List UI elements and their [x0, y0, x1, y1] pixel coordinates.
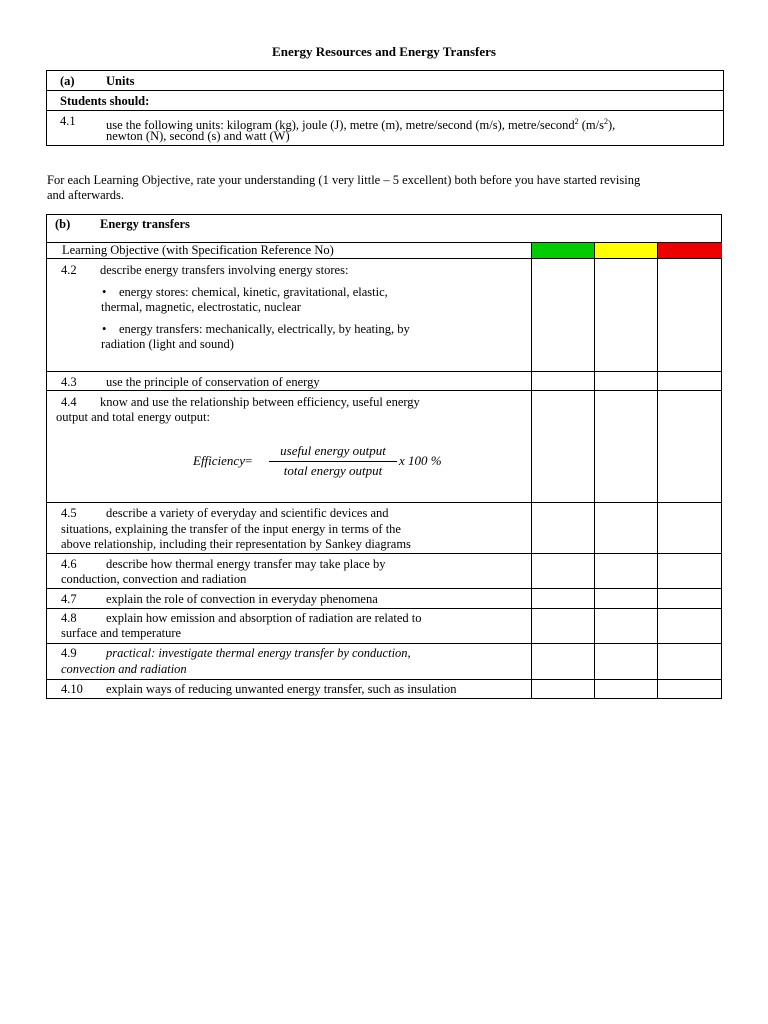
objective-text: above relationship, including their representation by Sankey diagrams: [61, 537, 411, 551]
document-title: Energy Resources and Energy Transfers: [272, 44, 496, 59]
objective-number: 4.2: [61, 263, 77, 277]
objective-text: explain how emission and absorption of radiation are related to: [106, 611, 422, 625]
instruction-line1: For each Learning Objective, rate your understanding (1 very little – 5 excellent) both before you have started revising: [47, 173, 641, 187]
divider: [47, 258, 721, 259]
units-text-line1: use the following units: kilogram (kg), joule (J), metre (m), metre/second (m/s), metre/second$^2$ $(m/s^2)$,: [106, 117, 616, 133]
objective-text: convection and radiation: [61, 662, 187, 676]
column-divider: [657, 242, 658, 698]
column-divider: [594, 242, 595, 698]
section-label: (b): [55, 217, 71, 231]
objective-number: 4.6: [61, 557, 77, 571]
units-table: [46, 70, 724, 146]
rating-green-swatch: [532, 243, 594, 258]
section-subheading: Students should:: [60, 94, 150, 108]
column-header: Learning Objective (with Specification Reference No): [62, 243, 334, 257]
bullet-text: radiation (light and sound): [101, 337, 234, 351]
objective-number: 4.4: [61, 395, 77, 409]
objective-text: practical: investigate thermal energy transfer by conduction,: [106, 646, 411, 660]
section-label: (a): [60, 74, 75, 88]
bullet-text: energy transfers: mechanically, electrically, by heating, by: [119, 322, 410, 336]
objective-text: describe how thermal energy transfer may take place by: [106, 557, 386, 571]
objective-text: situations, explaining the transfer of the input energy in terms of the: [61, 522, 401, 536]
objective-number: 4.5: [61, 506, 77, 520]
section-heading: Energy transfers: [100, 217, 190, 231]
bullet-icon: •: [102, 285, 107, 299]
rating-red-swatch: [658, 243, 722, 258]
divider: [47, 502, 721, 503]
objective-text: conduction, convection and radiation: [61, 572, 247, 586]
divider: [47, 110, 723, 111]
divider: [47, 553, 721, 554]
energy-transfers-table: [46, 214, 722, 699]
objective-number: 4.7: [61, 592, 77, 606]
divider: [47, 371, 721, 372]
objective-text: explain ways of reducing unwanted energy transfer, such as insulation: [106, 682, 457, 696]
instruction-line2: and afterwards.: [47, 188, 125, 202]
objective-text: use the principle of conservation of energy: [106, 375, 320, 389]
bullet-text: energy stores: chemical, kinetic, gravitational, elastic,: [119, 285, 388, 299]
divider: [47, 679, 721, 680]
formula-rhs: x 100 %: [399, 453, 442, 468]
objective-text: know and use the relationship between efficiency, useful energy: [100, 395, 420, 409]
divider: [47, 390, 721, 391]
bullet-text: thermal, magnetic, electrostatic, nuclear: [101, 300, 301, 314]
objective-text: describe a variety of everyday and scientific devices and: [106, 506, 389, 520]
item-number: 4.1: [60, 114, 76, 128]
divider: [47, 588, 721, 589]
bullet-icon: •: [102, 322, 107, 336]
column-divider: [531, 242, 532, 698]
objective-text: describe energy transfers involving energy stores:: [100, 263, 349, 277]
formula-lhs: Efficiency=: [193, 453, 253, 468]
fraction-bar: [269, 461, 397, 462]
formula-numerator: useful energy output: [280, 443, 386, 458]
objective-number: 4.9: [61, 646, 77, 660]
objective-number: 4.10: [61, 682, 83, 696]
formula-denominator: total energy output: [283, 463, 383, 478]
divider: [47, 608, 721, 609]
divider: [47, 90, 723, 91]
units-text-line2: newton (N), second (s) and watt (W): [106, 129, 290, 143]
objective-text: surface and temperature: [61, 626, 182, 640]
objective-number: 4.3: [61, 375, 77, 389]
rating-yellow-swatch: [595, 243, 657, 258]
objective-text: output and total energy output:: [56, 410, 210, 424]
divider: [47, 643, 721, 644]
section-heading: Units: [106, 74, 135, 88]
objective-text: explain the role of convection in everyday phenomena: [106, 592, 378, 606]
objective-number: 4.8: [61, 611, 77, 625]
